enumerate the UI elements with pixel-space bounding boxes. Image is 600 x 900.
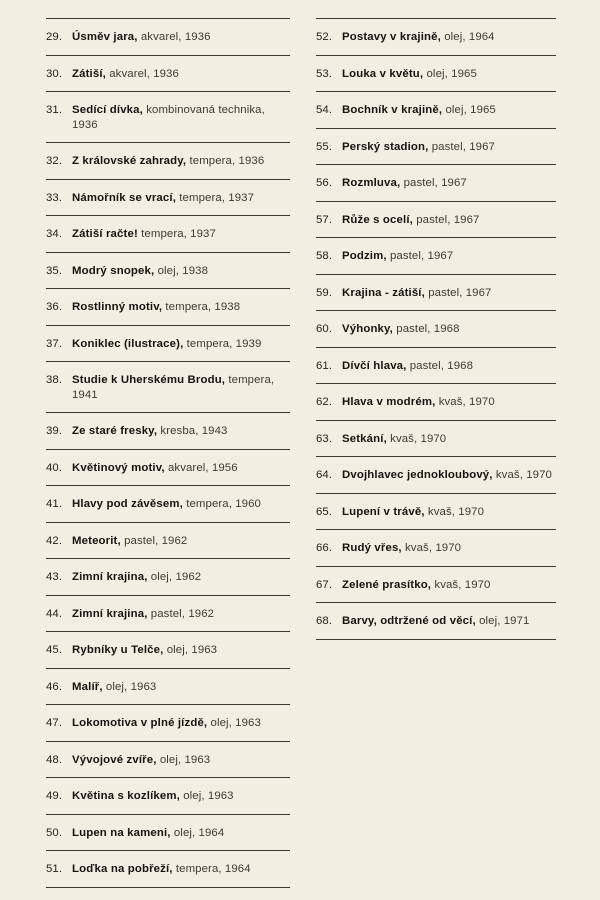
catalogue-entry xyxy=(316,383,556,420)
catalogue-entry xyxy=(316,493,556,530)
catalogue-entry xyxy=(46,704,290,741)
entry-medium-year: pastel, 1968 xyxy=(409,359,474,372)
entry-number: 58. xyxy=(316,250,333,262)
entry-body xyxy=(46,680,290,695)
catalogue-entry xyxy=(316,310,556,347)
entry-title: Úsměv jara, xyxy=(72,31,138,43)
entry-number: 67. xyxy=(316,578,333,591)
entry-body xyxy=(316,322,556,337)
entry-number: 38. xyxy=(46,374,63,386)
catalogue-entry xyxy=(46,668,290,705)
entry-medium-year: olej, 1963 xyxy=(159,753,211,766)
entry-title: Zátiší račte! xyxy=(72,228,138,240)
entry-number: 41. xyxy=(46,498,63,510)
catalogue-entry xyxy=(46,412,290,449)
catalogue-entry xyxy=(316,456,556,493)
catalogue-entry xyxy=(316,602,556,640)
entry-title: Výhonky, xyxy=(342,323,393,335)
entry-number: 59. xyxy=(316,286,333,299)
entry-title: Bochník v krajině, xyxy=(342,104,443,116)
entry-title: Z královské zahrady, xyxy=(72,155,187,167)
entry-title: Zimní krajina, xyxy=(72,607,148,620)
entry-medium-year: pastel, 1967 xyxy=(403,177,467,189)
entry-number: 34. xyxy=(46,228,63,240)
entry-number: 63. xyxy=(316,432,333,445)
entry-title: Rostlinný motiv, xyxy=(72,301,163,313)
entry-number: 61. xyxy=(316,359,333,372)
entry-number: 68. xyxy=(316,615,333,627)
entry-body xyxy=(316,176,556,191)
entry-body xyxy=(316,432,556,447)
entry-body xyxy=(46,424,290,439)
catalogue-entry xyxy=(316,164,556,201)
entry-medium-year: tempera, 1960 xyxy=(186,498,261,510)
entry-medium-year: pastel, 1967 xyxy=(389,250,454,262)
entry-body xyxy=(46,300,290,315)
catalogue-entry xyxy=(46,741,290,778)
entry-body xyxy=(316,103,556,118)
entry-body xyxy=(316,213,556,228)
entry-number: 47. xyxy=(46,717,63,729)
entry-number: 39. xyxy=(46,425,63,437)
entry-number: 35. xyxy=(46,264,63,277)
entry-number: 60. xyxy=(316,323,333,335)
catalogue-entry xyxy=(46,325,290,362)
catalogue-entry xyxy=(46,631,290,668)
entry-title: Meteorit, xyxy=(72,534,121,547)
entry-body xyxy=(316,614,556,629)
entry-title: Koniklec (ilustrace), xyxy=(72,337,184,350)
entry-title: Růže s ocelí, xyxy=(342,213,413,226)
entry-medium-year: pastel, 1962 xyxy=(124,534,188,547)
entry-title: Sedící dívka, xyxy=(72,104,143,116)
entry-number: 48. xyxy=(46,753,63,766)
entry-body xyxy=(46,607,290,622)
right-column xyxy=(300,18,600,888)
entry-medium-year: akvarel, 1936 xyxy=(109,67,179,80)
entry-body xyxy=(46,264,290,279)
entry-medium-year: tempera, 1939 xyxy=(186,337,262,350)
entry-body xyxy=(316,395,556,410)
entry-medium-year: akvarel, 1956 xyxy=(167,461,238,474)
entry-title: Květinový motiv, xyxy=(72,461,165,474)
entry-title: Ze staré fresky, xyxy=(72,425,158,437)
entry-medium-year: kvaš, 1970 xyxy=(438,396,495,408)
catalogue-entry xyxy=(316,128,556,165)
entry-medium-year: olej, 1963 xyxy=(105,680,157,693)
entry-medium-year: akvarel, 1936 xyxy=(140,31,211,43)
entry-medium-year: pastel, 1967 xyxy=(431,140,495,153)
entry-title: Květina s kozlíkem, xyxy=(72,790,180,802)
entry-body xyxy=(316,286,556,301)
entry-number: 45. xyxy=(46,644,63,656)
entry-body xyxy=(316,578,556,593)
entry-medium-year: olej, 1964 xyxy=(173,826,225,839)
entry-title: Rozmluva, xyxy=(342,177,401,189)
entry-medium-year: tempera, 1937 xyxy=(141,228,216,240)
catalogue-entry xyxy=(46,215,290,252)
entry-medium-year: tempera, 1936 xyxy=(189,155,265,167)
entry-number: 51. xyxy=(46,863,63,875)
entry-body xyxy=(316,359,556,374)
entry-medium-year: kombinovaná technika, 1936 xyxy=(72,104,265,131)
entry-title: Námořník se vrací, xyxy=(72,191,177,204)
entry-medium-year: kvaš, 1970 xyxy=(390,432,447,445)
catalogue-entry xyxy=(46,777,290,814)
entry-body xyxy=(46,497,290,512)
catalogue-columns xyxy=(0,18,600,888)
entry-medium-year: olej, 1971 xyxy=(479,615,530,627)
entry-title: Studie k Uherskému Brodu, xyxy=(72,374,226,386)
entry-medium-year: tempera, 1941 xyxy=(72,374,275,401)
catalogue-entry xyxy=(316,420,556,457)
entry-number: 31. xyxy=(46,104,63,116)
entry-title: Lupení v trávě, xyxy=(342,505,425,518)
entry-number: 52. xyxy=(316,31,333,43)
entry-body xyxy=(316,505,556,520)
catalogue-entry xyxy=(316,274,556,311)
entry-medium-year: tempera, 1937 xyxy=(179,191,255,204)
entry-title: Zimní krajina, xyxy=(72,571,148,583)
catalogue-entry xyxy=(46,142,290,179)
entry-number: 43. xyxy=(46,571,63,583)
catalogue-entry xyxy=(46,485,290,522)
entry-title: Zelené prasítko, xyxy=(342,578,432,591)
entry-medium-year: pastel, 1968 xyxy=(396,323,460,335)
entry-number: 36. xyxy=(46,301,63,313)
catalogue-entry xyxy=(316,18,556,55)
entry-number: 65. xyxy=(316,505,333,518)
entry-number: 66. xyxy=(316,542,333,554)
entry-title: Podzim, xyxy=(342,250,387,262)
entry-title: Barvy, odtržené od věcí, xyxy=(342,615,476,627)
entry-medium-year: kvaš, 1970 xyxy=(427,505,485,518)
entry-body xyxy=(316,67,556,82)
entry-medium-year: pastel, 1967 xyxy=(416,213,480,226)
entry-number: 54. xyxy=(316,104,333,116)
entry-body xyxy=(316,468,556,483)
entry-number: 29. xyxy=(46,31,63,43)
entry-medium-year: olej, 1963 xyxy=(210,717,261,729)
entry-body xyxy=(46,373,290,402)
entry-body xyxy=(316,541,556,556)
entry-title: Lupen na kameni, xyxy=(72,826,171,839)
entry-title: Setkání, xyxy=(342,432,387,445)
entry-number: 62. xyxy=(316,396,333,408)
entry-number: 40. xyxy=(46,461,63,474)
entry-medium-year: olej, 1964 xyxy=(444,31,495,43)
entry-body xyxy=(46,30,290,45)
entry-title: Lokomotiva v plné jízdě, xyxy=(72,717,208,729)
entry-medium-year: olej, 1965 xyxy=(445,104,496,116)
entry-title: Hlava v modrém, xyxy=(342,396,436,408)
entry-body xyxy=(316,30,556,45)
catalogue-entry xyxy=(316,529,556,566)
entry-title: Rybníky u Telče, xyxy=(72,644,164,656)
catalogue-entry xyxy=(46,288,290,325)
catalogue-entry xyxy=(46,252,290,289)
catalogue-entry xyxy=(316,347,556,384)
entry-medium-year: olej, 1963 xyxy=(166,644,218,656)
catalogue-entry xyxy=(46,18,290,55)
catalogue-entry xyxy=(46,595,290,632)
entry-medium-year: olej, 1962 xyxy=(150,571,202,583)
entry-body xyxy=(46,643,290,658)
entry-title: Vývojové zvíře, xyxy=(72,753,157,766)
entry-body xyxy=(46,826,290,841)
entry-medium-year: kvaš, 1970 xyxy=(495,469,552,481)
entry-body xyxy=(46,337,290,352)
entry-title: Zátiší, xyxy=(72,67,106,80)
catalogue-entry xyxy=(46,91,290,142)
catalogue-entry xyxy=(316,566,556,603)
entry-body xyxy=(46,789,290,804)
entry-number: 64. xyxy=(316,469,333,481)
catalogue-entry xyxy=(46,449,290,486)
entry-number: 30. xyxy=(46,67,63,80)
entry-number: 53. xyxy=(316,67,333,80)
entry-medium-year: olej, 1965 xyxy=(426,67,477,80)
entry-number: 55. xyxy=(316,140,333,153)
entry-title: Postavy v krajině, xyxy=(342,31,441,43)
entry-body xyxy=(46,67,290,82)
catalogue-entry xyxy=(46,814,290,851)
catalogue-entry xyxy=(46,850,290,888)
entry-medium-year: pastel, 1962 xyxy=(150,607,215,620)
entry-title: Dvojhlavec jednokloubový, xyxy=(342,469,493,481)
entry-number: 37. xyxy=(46,337,63,350)
entry-medium-year: kvaš, 1970 xyxy=(434,578,491,591)
entry-medium-year: tempera, 1938 xyxy=(165,301,241,313)
entry-body xyxy=(46,534,290,549)
catalogue-entry xyxy=(316,55,556,92)
catalogue-entry xyxy=(316,237,556,274)
entry-medium-year: tempera, 1964 xyxy=(175,863,251,875)
entry-number: 57. xyxy=(316,213,333,226)
entry-body xyxy=(316,140,556,155)
entry-title: Loďka na pobřeží, xyxy=(72,863,173,875)
entry-title: Malíř, xyxy=(72,680,103,693)
entry-medium-year: pastel, 1967 xyxy=(428,286,492,299)
entry-body xyxy=(46,862,290,877)
entry-number: 42. xyxy=(46,534,63,547)
entry-medium-year: olej, 1963 xyxy=(183,790,234,802)
entry-body xyxy=(46,154,290,169)
entry-title: Modrý snopek, xyxy=(72,264,155,277)
entry-number: 49. xyxy=(46,790,63,802)
catalogue-entry xyxy=(316,91,556,128)
catalogue-entry xyxy=(46,179,290,216)
entry-title: Rudý vřes, xyxy=(342,542,402,554)
entry-title: Dívčí hlava, xyxy=(342,359,407,372)
catalogue-entry xyxy=(316,201,556,238)
entry-number: 33. xyxy=(46,191,63,204)
entry-title: Hlavy pod závěsem, xyxy=(72,498,183,510)
entry-title: Perský stadion, xyxy=(342,140,429,153)
entry-number: 50. xyxy=(46,826,63,839)
entry-body xyxy=(316,249,556,264)
catalogue-entry xyxy=(46,522,290,559)
entry-body xyxy=(46,103,290,132)
entry-body xyxy=(46,570,290,585)
entry-medium-year: kresba, 1943 xyxy=(160,425,228,437)
entry-body xyxy=(46,227,290,242)
catalogue-entry xyxy=(46,55,290,92)
entry-title: Krajina - zátiší, xyxy=(342,286,425,299)
entry-body xyxy=(46,716,290,731)
entry-medium-year: kvaš, 1970 xyxy=(405,542,462,554)
entry-number: 32. xyxy=(46,155,63,167)
entry-body xyxy=(46,191,290,206)
entry-body xyxy=(46,461,290,476)
entry-number: 44. xyxy=(46,607,63,620)
catalogue-entry xyxy=(46,361,290,412)
entry-title: Louka v květu, xyxy=(342,67,424,80)
entry-number: 46. xyxy=(46,680,63,693)
entry-medium-year: olej, 1938 xyxy=(157,264,209,277)
catalogue-entry xyxy=(46,558,290,595)
entry-number: 56. xyxy=(316,177,333,189)
entry-body xyxy=(46,753,290,768)
left-column xyxy=(0,18,300,888)
